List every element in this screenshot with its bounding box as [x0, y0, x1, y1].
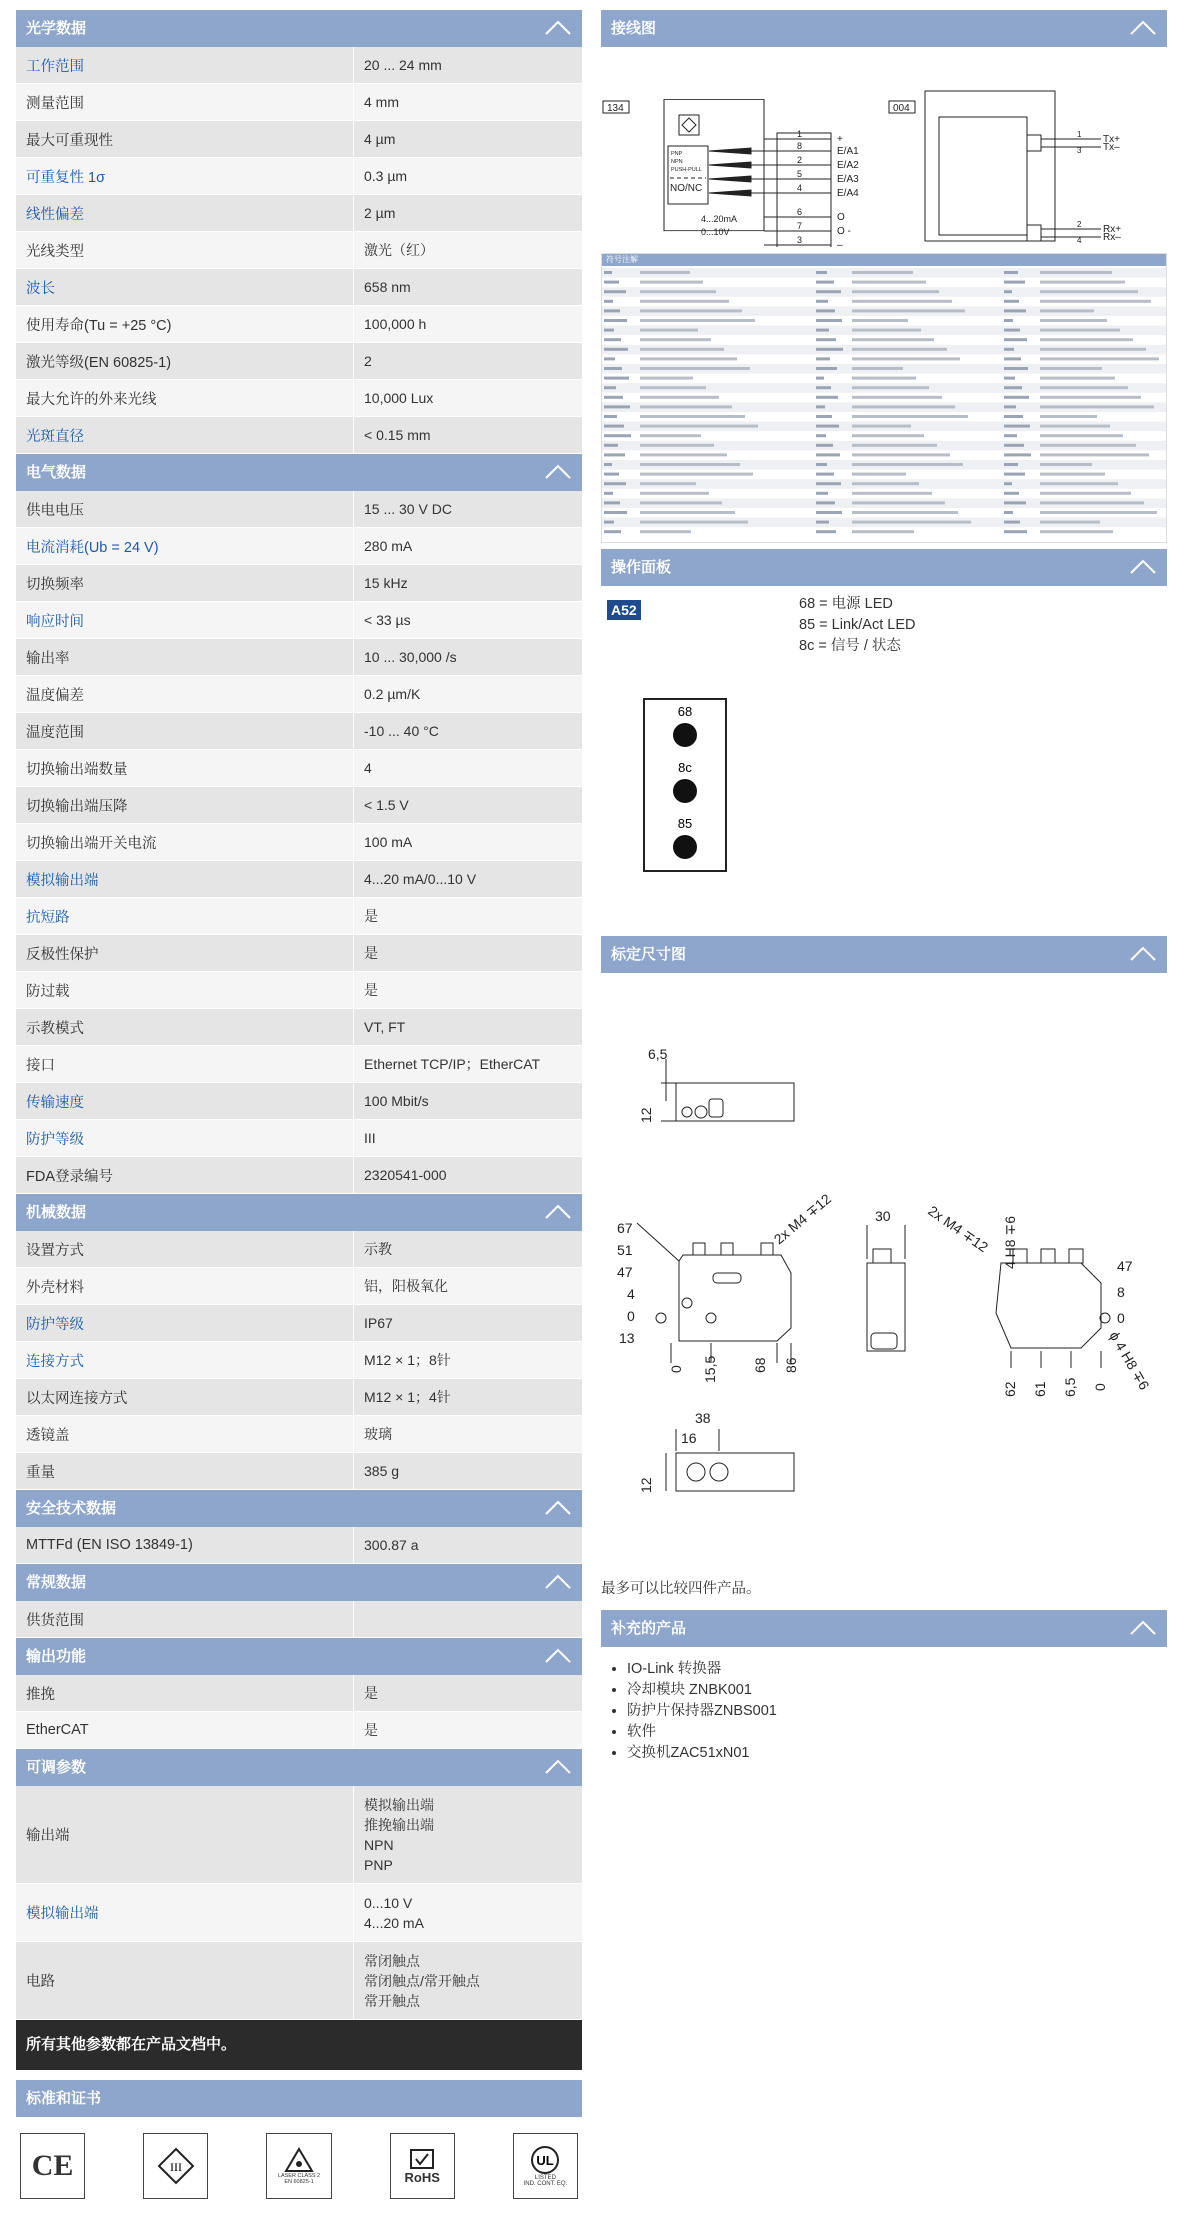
- table-row: [16, 491, 582, 528]
- row-label: 供电电压: [16, 491, 354, 527]
- accessories-section-header[interactable]: [601, 1610, 1167, 1647]
- params-table: [16, 1786, 582, 2020]
- chevron-up-icon[interactable]: [544, 1755, 572, 1779]
- row-value: 100 Mbit/s: [364, 1093, 429, 1109]
- dim-m4-left: 2x M4 ∓12: [770, 1190, 835, 1248]
- svg-text:III: III: [169, 2160, 182, 2174]
- dim-phi-4h8: ϕ 4 H8 ∓6: [1106, 1328, 1153, 1393]
- dim-m4-right: 2x M4 ∓12: [925, 1202, 992, 1256]
- dim-51: 51: [617, 1242, 633, 1258]
- output-func-table: [16, 1675, 582, 1749]
- dimensions-title: 标定尺寸图: [611, 946, 687, 963]
- row-value: 10 ... 30,000 /s: [364, 649, 457, 665]
- section-title: 标准和证书: [26, 2090, 102, 2107]
- dim-16: 16: [681, 1430, 697, 1446]
- panel-led-diagram: [643, 698, 727, 872]
- pin-2: 2: [797, 155, 803, 165]
- table-row: [16, 750, 582, 787]
- section-title: 机械数据: [26, 1204, 87, 1221]
- chevron-up-icon[interactable]: [544, 460, 572, 484]
- ce-mark-icon: [20, 2133, 85, 2199]
- rohs-icon: [390, 2133, 455, 2199]
- table-row: [16, 898, 582, 935]
- table-row: [16, 639, 582, 676]
- row-label: 外壳材料: [16, 1268, 354, 1304]
- sensor-label-npn: NPN: [671, 159, 683, 165]
- dim-6-5-right: 6,5: [1062, 1377, 1078, 1397]
- table-row: [16, 1884, 582, 1942]
- general-table: [16, 1601, 582, 1638]
- led-id-85: 85: [677, 816, 693, 831]
- row-label: 最大允许的外来光线: [16, 380, 354, 416]
- pin-8: 8: [797, 141, 803, 151]
- row-value-line: 常闭触点/常开触点: [364, 1972, 480, 1989]
- params-section-header[interactable]: [16, 1749, 582, 1786]
- protection-class-3-icon: [143, 2133, 208, 2199]
- row-label: 反极性保护: [16, 935, 354, 971]
- dim-0: 0: [627, 1308, 635, 1324]
- row-value: [354, 1601, 582, 1637]
- wiring-diagram: [601, 47, 1167, 247]
- wiring-code-2: 004: [893, 103, 910, 114]
- chevron-up-icon[interactable]: [1129, 555, 1157, 579]
- row-value-line: PNP: [364, 1856, 393, 1873]
- row-value: [354, 1786, 582, 1883]
- row-label: 切换输出端开关电流: [16, 824, 354, 860]
- spacer: [16, 2070, 582, 2080]
- laser-label: LASER CLASS 2: [277, 2173, 321, 2179]
- row-label[interactable]: 模拟输出端: [16, 1884, 354, 1941]
- chevron-up-icon[interactable]: [1129, 16, 1157, 40]
- table-row: [16, 1453, 582, 1490]
- row-value: 是: [364, 945, 378, 961]
- symbol-legend: [601, 253, 1167, 543]
- row-label[interactable]: 线性偏差: [16, 195, 354, 231]
- led-id-8c: 8c: [678, 760, 692, 775]
- row-value-line: 常开触点: [364, 1992, 420, 2009]
- table-row: [16, 1009, 582, 1046]
- section-title: 可调参数: [26, 1759, 87, 1776]
- row-value: [354, 1884, 582, 1941]
- panel-body: [601, 586, 1167, 936]
- dim-47-right: 47: [1117, 1258, 1133, 1274]
- table-row: [16, 1675, 582, 1712]
- compare-note: 最多可以比较四件产品。: [601, 1581, 761, 1597]
- led-id-68: 68: [677, 704, 693, 719]
- row-value: 0.3 µm: [364, 168, 408, 184]
- row-label[interactable]: 可重复性 1σ: [16, 158, 354, 194]
- dim-30: 30: [875, 1208, 891, 1224]
- row-value: 是: [364, 908, 378, 924]
- dim-4h8: 4 H8 ∓6: [1002, 1216, 1018, 1269]
- row-label: 供货范围: [16, 1601, 354, 1637]
- row-label: 使用寿命(Tu = +25 °C): [16, 306, 354, 342]
- laser-standard: EN 60825-1: [284, 2179, 314, 2185]
- table-row: [16, 1601, 582, 1638]
- row-value: 是: [364, 1685, 378, 1701]
- table-row: [16, 158, 582, 195]
- dim-38: 38: [695, 1410, 711, 1426]
- table-row: [16, 84, 582, 121]
- row-label: 示教模式: [16, 1009, 354, 1045]
- row-value: 2320541-000: [364, 1167, 447, 1183]
- row-label: FDA登录编号: [16, 1157, 354, 1193]
- row-value-line: 4...20 mA: [364, 1914, 424, 1931]
- pin-6: 6: [797, 207, 803, 217]
- tx-minus: Tx–: [1103, 142, 1120, 153]
- row-label: 最大可重现性: [16, 121, 354, 157]
- row-value: 铝，阳极氧化: [364, 1278, 448, 1294]
- row-value: 15 ... 30 V DC: [364, 501, 452, 517]
- row-label[interactable]: 模拟输出端: [16, 861, 354, 897]
- led-power-icon: [673, 723, 697, 747]
- led-signal-icon: [673, 779, 697, 803]
- chevron-up-icon[interactable]: [544, 1570, 572, 1594]
- chevron-up-icon[interactable]: [544, 16, 572, 40]
- general-section-header[interactable]: [16, 1564, 582, 1601]
- row-value: 100,000 h: [364, 316, 427, 332]
- analog-label-1: 4...20mA: [701, 214, 738, 224]
- table-row: [16, 1712, 582, 1749]
- accessories-title: 补充的产品: [611, 1620, 687, 1637]
- led-legend-link: 85 = Link/Act LED: [799, 617, 916, 633]
- section-title: 常规数据: [26, 1574, 87, 1591]
- row-label: 测量范围: [16, 84, 354, 120]
- ul-listed-icon: [513, 2133, 578, 2199]
- table-row: [16, 1157, 582, 1194]
- row-value: < 0.15 mm: [364, 427, 431, 443]
- led-legend: [799, 594, 915, 657]
- chevron-up-icon[interactable]: [544, 1200, 572, 1224]
- led-legend-power: 68 = 电源 LED: [799, 596, 893, 612]
- row-label[interactable]: 防护等级: [16, 1305, 354, 1341]
- rohs-text: RoHS: [404, 2169, 440, 2185]
- table-row: [16, 1268, 582, 1305]
- row-value: 4 µm: [364, 131, 396, 147]
- rx-pin-2: 2: [1077, 220, 1082, 229]
- table-row: [16, 343, 582, 380]
- safety-section-header[interactable]: [16, 1490, 582, 1527]
- table-row: [16, 1942, 582, 2020]
- table-row: [16, 713, 582, 750]
- row-value: 15 kHz: [364, 575, 408, 591]
- sensor-label-nonc: NO/NC: [670, 183, 703, 194]
- chevron-up-icon[interactable]: [1129, 1616, 1157, 1640]
- table-row: [16, 861, 582, 898]
- row-value: 658 nm: [364, 279, 411, 295]
- table-row: [16, 306, 582, 343]
- ul-category-text: IND. CONT. EQ.: [523, 2181, 568, 2187]
- pin-7: 7: [797, 221, 803, 231]
- row-label[interactable]: 工作范围: [16, 47, 354, 83]
- chevron-up-icon[interactable]: [544, 1496, 572, 1520]
- row-value-line: 0...10 V: [364, 1894, 413, 1911]
- row-value: -10 ... 40 °C: [364, 723, 439, 739]
- row-label[interactable]: 波长: [16, 269, 354, 305]
- table-row: [16, 1342, 582, 1379]
- row-value: 280 mA: [364, 538, 413, 554]
- notice-bar: 所有其他参数都在产品文档中。: [16, 2020, 582, 2070]
- row-label[interactable]: 响应时间: [16, 602, 354, 638]
- table-row: [16, 1083, 582, 1120]
- row-label: EtherCAT: [16, 1712, 354, 1748]
- panel-title: 操作面板: [611, 559, 672, 576]
- row-value: VT, FT: [364, 1019, 406, 1035]
- table-row: [16, 1120, 582, 1157]
- dimension-drawing: [601, 973, 1167, 1563]
- row-value: 0.2 µm/K: [364, 686, 421, 702]
- table-row: [16, 1786, 582, 1884]
- accessory-item[interactable]: • 防护片保持器ZNBS001: [627, 1701, 1167, 1722]
- dim-68: 68: [752, 1357, 768, 1373]
- panel-section-header[interactable]: [601, 549, 1167, 586]
- dim-0-right: 0: [1117, 1310, 1125, 1326]
- row-label: 透镜盖: [16, 1416, 354, 1452]
- row-value: 是: [364, 982, 378, 998]
- table-row: [16, 824, 582, 861]
- mechanical-section-header[interactable]: [16, 1194, 582, 1231]
- pin-label-plus: +: [837, 134, 843, 145]
- rx-pin-4: 4: [1077, 236, 1082, 245]
- row-label: MTTFd (EN ISO 13849-1): [16, 1527, 354, 1563]
- pin-label-ea1: E/A1: [837, 146, 859, 157]
- tx-pin-3: 3: [1077, 146, 1082, 155]
- analog-label-2: 0...10V: [701, 227, 730, 237]
- row-label: 激光等级(EN 60825-1): [16, 343, 354, 379]
- pin-label-ea3: E/A3: [837, 174, 859, 185]
- row-label: 温度偏差: [16, 676, 354, 712]
- laser-class-icon: [266, 2133, 331, 2199]
- row-label: 推挽: [16, 1675, 354, 1711]
- table-row: [16, 972, 582, 1009]
- accessory-item[interactable]: • 冷却模块 ZNBK001: [627, 1680, 1167, 1701]
- tx-pin-1: 1: [1077, 130, 1082, 139]
- row-label: 防过载: [16, 972, 354, 1008]
- row-value: 是: [364, 1722, 378, 1738]
- row-label: 以太网连接方式: [16, 1379, 354, 1415]
- mechanical-table: [16, 1231, 582, 1490]
- table-row: [16, 121, 582, 158]
- dim-0-right-bottom: 0: [1092, 1383, 1108, 1391]
- row-value: < 33 µs: [364, 612, 411, 628]
- table-row: [16, 380, 582, 417]
- pin-label-ea2: E/A2: [837, 160, 859, 171]
- table-row: [16, 676, 582, 713]
- table-row: [16, 1231, 582, 1268]
- pin-label-o: O: [837, 212, 845, 223]
- wiring-code-1: 134: [607, 103, 624, 114]
- dim-13: 13: [619, 1330, 635, 1346]
- pin-3: 3: [797, 235, 803, 245]
- row-value: 示教: [364, 1241, 392, 1257]
- row-label[interactable]: 防护等级: [16, 1120, 354, 1156]
- table-row: [16, 935, 582, 972]
- dim-47: 47: [617, 1264, 633, 1280]
- row-value: < 1.5 V: [364, 797, 409, 813]
- rx-minus: Rx–: [1103, 232, 1121, 243]
- chevron-up-icon[interactable]: [544, 1644, 572, 1668]
- row-label: 输出端: [16, 1786, 354, 1883]
- certificates: [16, 2117, 582, 2215]
- chevron-up-icon[interactable]: [1129, 942, 1157, 966]
- table-row: [16, 565, 582, 602]
- row-value: 2 µm: [364, 205, 396, 221]
- legend-title: 符号注解: [602, 254, 1166, 266]
- row-value: 100 mA: [364, 834, 413, 850]
- dim-0-bottom: 0: [668, 1365, 684, 1373]
- optical-table: [16, 47, 582, 454]
- row-value-line: 推挽输出端: [364, 1816, 434, 1833]
- row-value: 4...20 mA/0...10 V: [364, 871, 477, 887]
- row-value: 300.87 a: [364, 1537, 419, 1553]
- pin-label-ominus: O -: [837, 226, 851, 237]
- dim-8: 8: [1117, 1284, 1125, 1300]
- table-row: [16, 195, 582, 232]
- tx-plus: Tx+: [1103, 134, 1120, 145]
- row-value: 20 ... 24 mm: [364, 57, 442, 73]
- accessory-item[interactable]: • 软件: [627, 1722, 1167, 1743]
- row-value: 385 g: [364, 1463, 400, 1479]
- row-label: 电路: [16, 1942, 354, 2019]
- row-label[interactable]: 传输速度: [16, 1083, 354, 1119]
- dimensions-section-header[interactable]: [601, 936, 1167, 973]
- row-value-line: 模拟输出端: [364, 1796, 434, 1813]
- row-value: 4 mm: [364, 94, 399, 110]
- wiring-section-header[interactable]: [601, 10, 1167, 47]
- table-row: [16, 1416, 582, 1453]
- panel-badge: A52: [607, 600, 641, 620]
- right-column: [601, 10, 1167, 1764]
- accessories-list: [601, 1659, 1167, 1764]
- pin-label-minus: –: [837, 240, 843, 247]
- row-label: 温度范围: [16, 713, 354, 749]
- led-link-icon: [673, 835, 697, 859]
- svg-text:UL: UL: [536, 2153, 555, 2168]
- row-label[interactable]: 电流消耗(Ub = 24 V): [16, 528, 354, 564]
- dim-62: 62: [1002, 1381, 1018, 1397]
- row-value: Ethernet TCP/IP；EtherCAT: [364, 1056, 541, 1072]
- row-label: 切换输出端数量: [16, 750, 354, 786]
- row-value: M12 × 1；8针: [364, 1352, 451, 1368]
- table-row: [16, 787, 582, 824]
- wiring-title: 接线图: [611, 20, 657, 37]
- dim-6-5: 6,5: [648, 1046, 668, 1062]
- dim-67: 67: [617, 1220, 633, 1236]
- section-title: 光学数据: [26, 20, 87, 37]
- table-row: [16, 269, 582, 306]
- sensor-label-pushpull: PUSH-PULL: [671, 167, 702, 173]
- table-row: [16, 1527, 582, 1564]
- section-title: 安全技术数据: [26, 1500, 117, 1517]
- row-label: 重量: [16, 1453, 354, 1489]
- row-value-line: 常闭触点: [364, 1952, 420, 1969]
- pin-label-ea4: E/A4: [837, 188, 859, 199]
- optical-section-header[interactable]: [16, 10, 582, 47]
- led-legend-signal: 8c = 信号 / 状态: [799, 638, 901, 654]
- legend-table-image: [602, 266, 1166, 542]
- pin-4: 4: [797, 183, 803, 193]
- rx-plus: Rx+: [1103, 224, 1122, 235]
- table-row: [16, 1046, 582, 1083]
- table-row: [16, 417, 582, 454]
- row-value: 10,000 Lux: [364, 390, 434, 406]
- output-func-section-header[interactable]: [16, 1638, 582, 1675]
- accessory-item[interactable]: • 交换机ZAC51xN01: [627, 1743, 1167, 1764]
- dim-86: 86: [783, 1357, 799, 1373]
- dim-12-bottom: 12: [638, 1477, 654, 1493]
- row-value: 玻璃: [364, 1426, 392, 1442]
- row-label[interactable]: 抗短路: [16, 898, 354, 934]
- row-label: 切换频率: [16, 565, 354, 601]
- dim-12-top: 12: [638, 1107, 654, 1123]
- standards-section-header[interactable]: [16, 2080, 582, 2117]
- row-label: 光线类型: [16, 232, 354, 268]
- electrical-section-header[interactable]: [16, 454, 582, 491]
- row-label: 切换输出端压降: [16, 787, 354, 823]
- dim-4: 4: [627, 1286, 635, 1302]
- table-row: [16, 602, 582, 639]
- table-row: [16, 47, 582, 84]
- row-label: 接口: [16, 1046, 354, 1082]
- row-label: 输出率: [16, 639, 354, 675]
- accessory-item[interactable]: • IO-Link 转换器: [627, 1659, 1167, 1680]
- row-label[interactable]: 连接方式: [16, 1342, 354, 1378]
- row-value: [354, 1942, 582, 2019]
- ul-listed-text: LISTED: [534, 2175, 556, 2181]
- electrical-table: [16, 491, 582, 1194]
- row-value: 激光（红）: [364, 242, 434, 258]
- row-label[interactable]: 光斑直径: [16, 417, 354, 453]
- row-value: IP67: [364, 1315, 393, 1331]
- table-row: [16, 528, 582, 565]
- dim-61: 61: [1032, 1381, 1048, 1397]
- row-label: 设置方式: [16, 1231, 354, 1267]
- left-column: [16, 10, 582, 2215]
- safety-table: [16, 1527, 582, 1564]
- row-value: M12 × 1；4针: [364, 1389, 451, 1405]
- sensor-label-pnp: PNP: [671, 151, 683, 157]
- dim-15-5: 15,5: [702, 1355, 718, 1383]
- row-value-line: NPN: [364, 1836, 394, 1853]
- pin-1: 1: [797, 129, 803, 139]
- pin-5: 5: [797, 169, 803, 179]
- table-row: [16, 1379, 582, 1416]
- table-row: [16, 1305, 582, 1342]
- table-row: [16, 232, 582, 269]
- ce-text: CE: [31, 2149, 74, 2182]
- row-value: 2: [364, 353, 372, 369]
- section-title: 输出功能: [26, 1648, 87, 1665]
- row-value: III: [364, 1130, 376, 1146]
- row-value: 4: [364, 760, 372, 776]
- section-title: 电气数据: [26, 464, 87, 481]
